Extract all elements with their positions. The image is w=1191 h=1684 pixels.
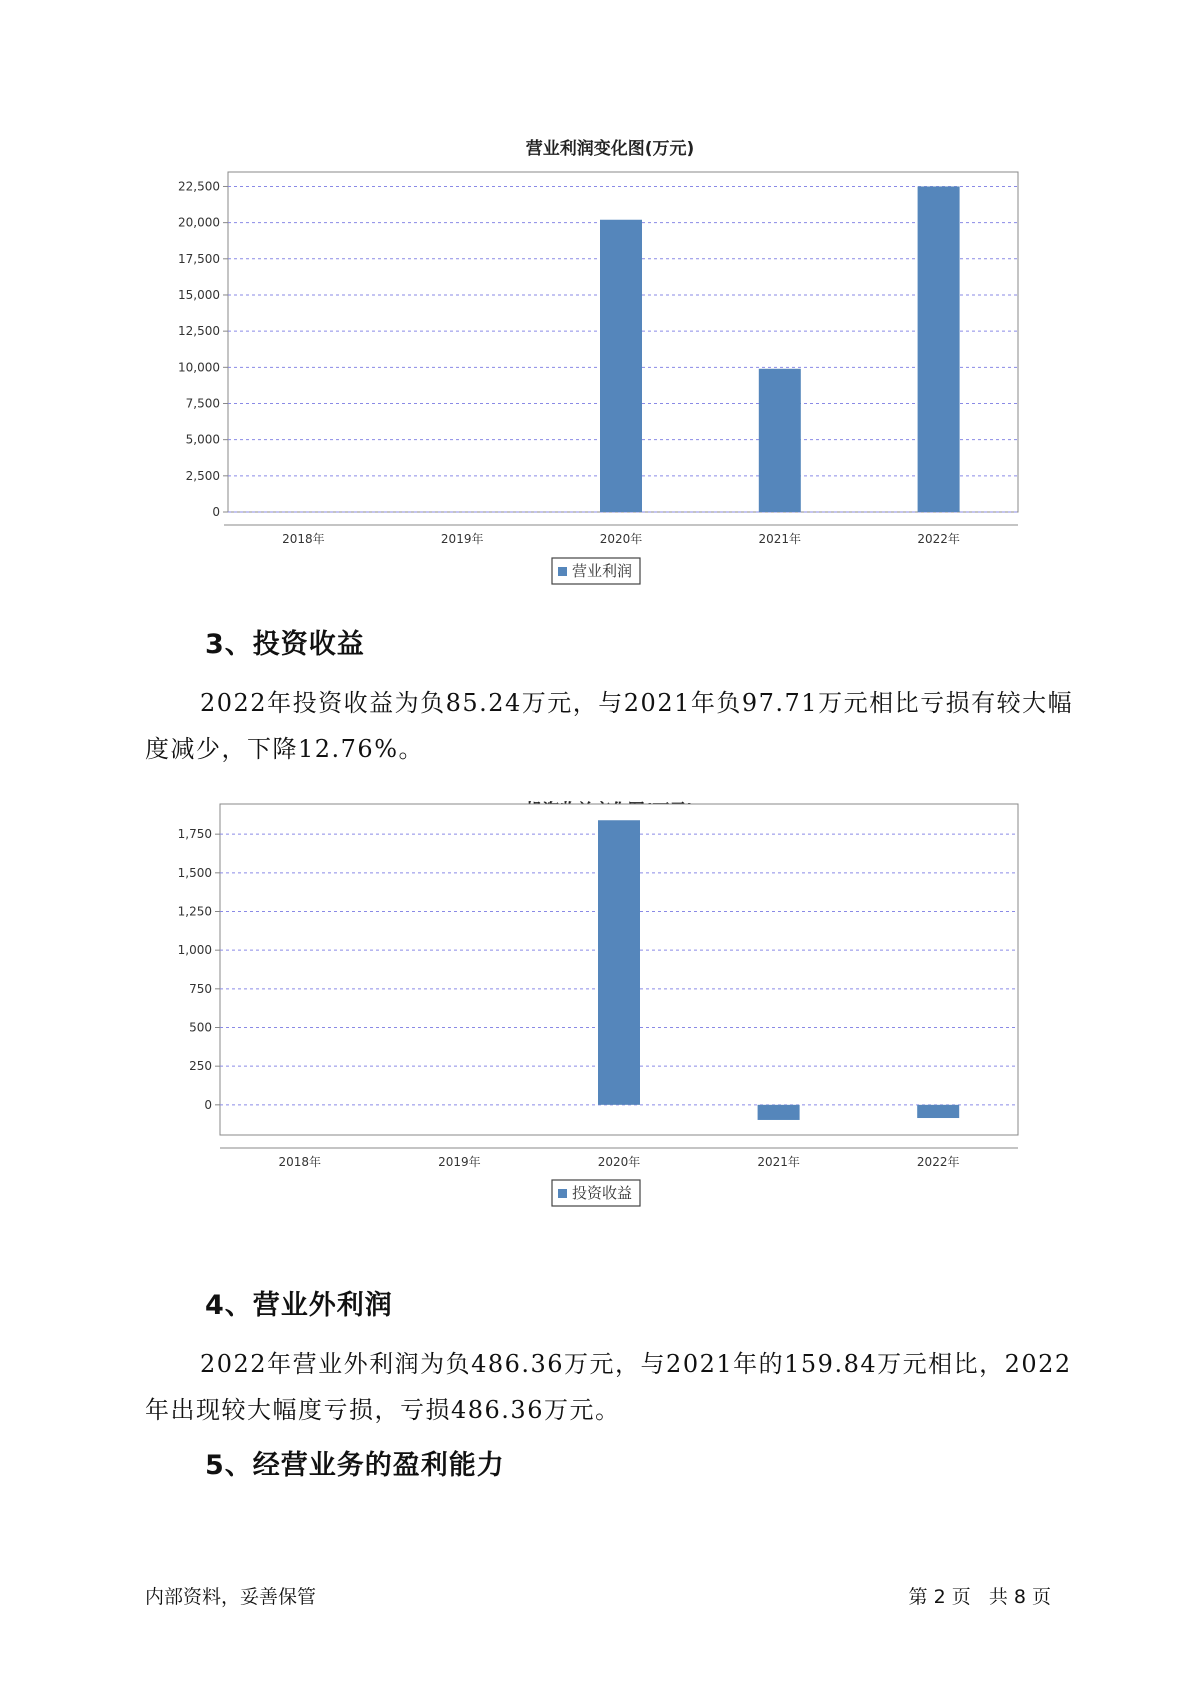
bar bbox=[600, 220, 642, 512]
x-tick-label: 2021年 bbox=[757, 1155, 800, 1169]
y-tick-label: 1,500 bbox=[177, 865, 212, 880]
y-tick-label: 15,000 bbox=[178, 287, 220, 302]
chart-title: 营业利润变化图(万元) bbox=[525, 139, 695, 159]
operating-profit-chart bbox=[140, 130, 1020, 590]
section-5-heading: 5、经营业务的盈利能力 bbox=[205, 1450, 505, 1481]
y-tick-label: 10,000 bbox=[178, 360, 220, 375]
x-tick-label: 2022年 bbox=[916, 1155, 960, 1169]
bar bbox=[758, 1105, 800, 1120]
y-tick-label: 0 bbox=[212, 505, 220, 519]
footer-right: 第 2 页 共 8 页 bbox=[908, 1586, 1051, 1608]
y-tick-label: 12,500 bbox=[178, 324, 220, 339]
x-tick-label: 2018年 bbox=[278, 1155, 322, 1169]
y-tick-label: 750 bbox=[189, 981, 212, 996]
y-tick-label: 22,500 bbox=[178, 179, 220, 194]
x-tick-label: 2020年 bbox=[599, 532, 643, 546]
x-tick-label: 2021年 bbox=[758, 532, 802, 546]
legend-label: 营业利润 bbox=[572, 562, 633, 580]
x-tick-label: 2019年 bbox=[438, 1155, 481, 1169]
y-tick-label: 1,000 bbox=[177, 943, 212, 958]
bar bbox=[598, 820, 640, 1105]
legend-swatch bbox=[558, 1189, 567, 1198]
legend-swatch bbox=[558, 567, 567, 576]
x-tick-label: 2018年 bbox=[282, 532, 325, 546]
y-tick-label: 1,250 bbox=[177, 904, 212, 919]
y-tick-label: 1,750 bbox=[177, 827, 212, 842]
investment-income-chart bbox=[140, 792, 1020, 1252]
section-3-paragraph: 2022年投资收益为负85.24万元，与2021年负97.71万元相比亏损有较大幅度减少，下降12.76%。 bbox=[145, 689, 1074, 763]
y-tick-label: 0 bbox=[204, 1097, 212, 1112]
bar bbox=[759, 369, 801, 512]
x-tick-label: 2022年 bbox=[917, 532, 960, 546]
x-tick-label: 2020年 bbox=[597, 1155, 641, 1169]
y-tick-label: 7,500 bbox=[185, 396, 220, 411]
y-tick-label: 2,500 bbox=[185, 468, 220, 483]
section-3-heading: 3、投资收益 bbox=[205, 629, 365, 660]
bar bbox=[918, 186, 960, 512]
bar bbox=[917, 1105, 959, 1118]
section-4-paragraph: 2022年营业外利润为负486.36万元，与2021年的159.84万元相比，2022年出现较大幅度亏损，亏损486.36万元。 bbox=[145, 1350, 1072, 1424]
y-tick-label: 20,000 bbox=[178, 215, 220, 230]
legend-label: 投资收益 bbox=[572, 1184, 633, 1202]
y-tick-label: 17,500 bbox=[178, 251, 220, 266]
footer-left: 内部资料，妥善保管 bbox=[145, 1586, 317, 1608]
x-tick-label: 2019年 bbox=[440, 532, 484, 546]
investment-income-chart-svg bbox=[140, 792, 1020, 1252]
y-tick-label: 500 bbox=[189, 1020, 212, 1035]
y-tick-label: 250 bbox=[189, 1059, 212, 1074]
section-4-heading: 4、营业外利润 bbox=[205, 1290, 393, 1321]
y-tick-label: 5,000 bbox=[185, 432, 220, 447]
operating-profit-chart-svg bbox=[140, 130, 1020, 590]
